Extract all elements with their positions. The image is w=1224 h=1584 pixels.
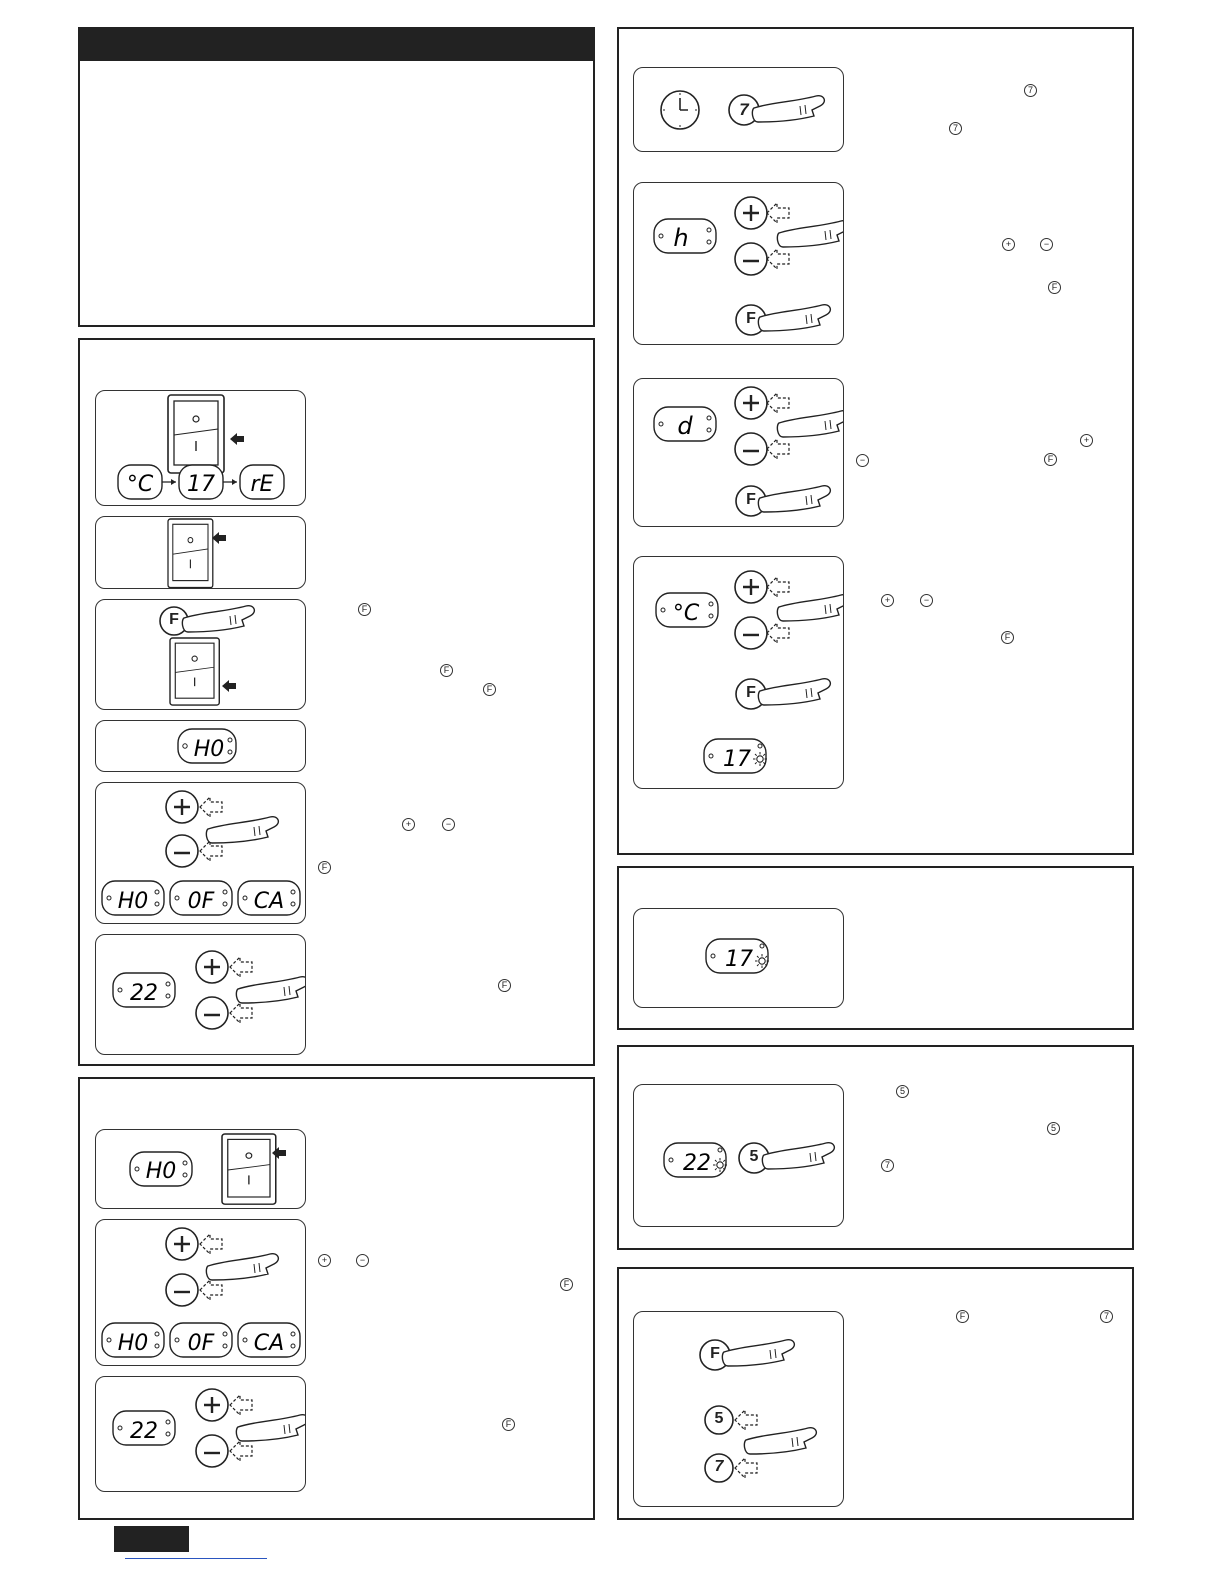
f-key-icon: F	[1048, 281, 1061, 294]
display-17: 17	[187, 472, 215, 497]
f-key-icon: F	[498, 979, 511, 992]
step-hour-panel	[633, 182, 844, 345]
plus-key-icon: +	[318, 1254, 331, 1267]
display-ho: H0	[117, 889, 149, 914]
display-of: 0F	[187, 1331, 215, 1356]
step-switch-on-panel	[95, 390, 306, 506]
f-key-icon: F	[956, 1310, 969, 1323]
first-startup-section	[78, 338, 595, 1066]
display-ca: CA	[253, 1331, 285, 1356]
minus-key-icon: −	[920, 594, 933, 607]
step-temp-setpoint-panel	[633, 556, 844, 789]
plus-key-icon: +	[1080, 434, 1093, 447]
display-hour: h	[673, 224, 689, 252]
five-key-icon: 5	[1047, 1122, 1060, 1135]
display-ho: H0	[145, 1159, 177, 1184]
clock-setting-section	[617, 27, 1134, 855]
f-key-label: F	[169, 611, 179, 628]
plus-key-icon: +	[402, 818, 415, 831]
step-f-and-switch-panel	[95, 599, 306, 710]
step-switch-off-panel	[95, 516, 306, 589]
f-key-label: F	[746, 491, 756, 508]
program-5-panel	[633, 1084, 844, 1227]
f-key-icon: F	[483, 683, 496, 696]
minus-key-icon: −	[1040, 238, 1053, 251]
standby-display-panel	[633, 908, 844, 1008]
step-day-panel	[633, 378, 844, 527]
step-temperature-panel	[95, 934, 306, 1055]
f-key-icon: F	[318, 861, 331, 874]
display-17: 17	[723, 747, 751, 772]
display-re: rE	[250, 472, 274, 497]
step-mode-select-panel-2	[95, 1219, 306, 1366]
f-key-icon: F	[560, 1278, 573, 1291]
display-ca: CA	[253, 889, 285, 914]
seven-key-label: 7	[714, 1458, 724, 1475]
f-key-icon: F	[1044, 453, 1057, 466]
seven-key-icon: 7	[1024, 84, 1037, 97]
display-ho: H0	[117, 1331, 149, 1356]
display-22: 22	[130, 981, 158, 1006]
f-key-label: F	[710, 1345, 720, 1362]
program-5-section	[617, 1045, 1134, 1250]
f-key-icon: F	[358, 603, 371, 616]
step-ho-switch-panel	[95, 1129, 306, 1209]
f-key-icon: F	[1001, 631, 1014, 644]
rocker-switch[interactable]	[170, 638, 219, 705]
program-reset-panel	[633, 1311, 844, 1507]
f-key-icon: F	[502, 1418, 515, 1431]
plus-key-icon: +	[881, 594, 894, 607]
five-key-label: 5	[714, 1410, 724, 1427]
f-key-icon: F	[440, 664, 453, 677]
five-key-icon: 5	[896, 1085, 909, 1098]
display-of: 0F	[187, 889, 215, 914]
five-key-label: 5	[749, 1148, 759, 1165]
intro-section	[78, 27, 595, 327]
display-17: 17	[725, 947, 753, 972]
minus-key-icon: −	[356, 1254, 369, 1267]
display-celsius: °C	[672, 601, 700, 626]
standby-section	[617, 866, 1134, 1030]
f-key-label: F	[746, 684, 756, 701]
mode-change-section	[78, 1077, 595, 1520]
step-clock-panel	[633, 67, 844, 152]
page-language-tab	[114, 1526, 189, 1552]
plus-key-icon: +	[1002, 238, 1015, 251]
display-ho: H0	[193, 737, 225, 762]
minus-key-icon: −	[856, 454, 869, 467]
display-22: 22	[130, 1419, 158, 1444]
program-reset-section	[617, 1267, 1134, 1520]
seven-key-label: 7	[739, 100, 749, 119]
rocker-switch-off[interactable]	[168, 519, 213, 588]
website-link-underline[interactable]	[125, 1558, 267, 1559]
f-key-label: F	[746, 310, 756, 327]
step-temperature-panel-2	[95, 1376, 306, 1492]
display-celsius: °C	[126, 472, 154, 497]
minus-key-icon: −	[442, 818, 455, 831]
seven-key-icon: 7	[949, 122, 962, 135]
seven-key-icon: 7	[1100, 1310, 1113, 1323]
display-day: d	[677, 412, 693, 440]
step-ho-display-panel	[95, 720, 306, 772]
step-mode-select-panel	[95, 782, 306, 924]
intro-header-bar	[80, 29, 593, 61]
display-22: 22	[683, 1151, 711, 1176]
seven-key-icon: 7	[881, 1159, 894, 1172]
